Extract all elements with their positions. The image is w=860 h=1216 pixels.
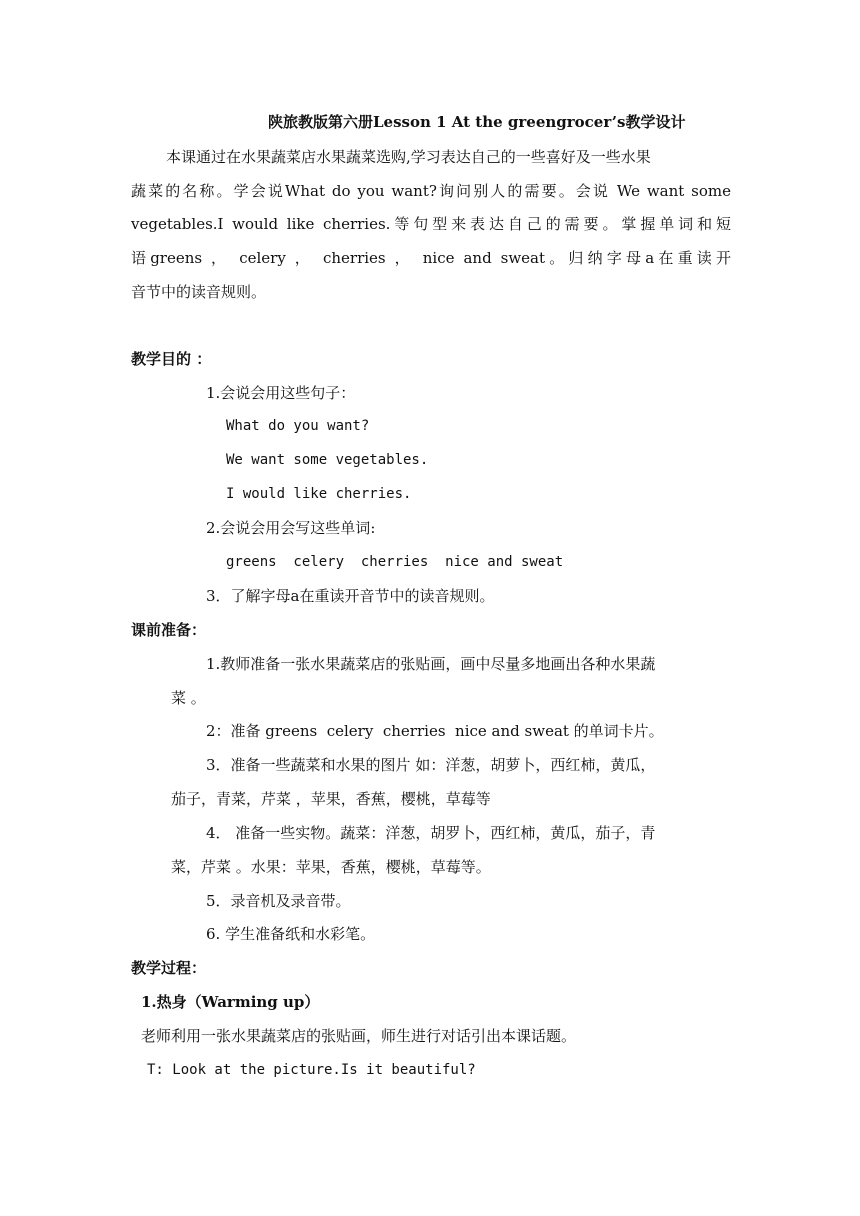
vocabulary-words: greens celery cherries nice and sweat <box>226 554 564 570</box>
sentence-2: We want some vegetables. <box>226 452 429 468</box>
prep-item-3: 3．准备一些蔬菜和水果的图片 如：洋葱，胡萝卜，西红柿，黄瓜， <box>206 756 656 774</box>
step-1-text: 老师利用一张水果蔬菜店的张贴画，师生进行对话引出本课话题。 <box>141 1027 577 1045</box>
objectives-heading: 教学目的 ： <box>131 350 212 368</box>
prep-item-5: 5．录音机及录音带。 <box>206 892 351 910</box>
prep-item-1-cont: 菜 。 <box>171 689 206 707</box>
intro-line-2: 蔬菜的名称。学会说What do you want?询问别人的需要。会说 We want some <box>131 182 731 200</box>
prep-item-3-cont: 茄子，青菜，芹菜 ，苹果，香蕉，樱桃，草莓等 <box>171 790 491 808</box>
prep-item-4-cont: 菜，芹菜 。水果：苹果，香蕉，樱桃，草莓等。 <box>171 858 491 876</box>
process-heading: 教学过程： <box>131 959 207 977</box>
sentence-1: What do you want? <box>226 418 370 434</box>
objective-item-3: 3．了解字母a在重读开音节中的读音规则。 <box>206 587 495 605</box>
objective-item-2: 2.会说会用会写这些单词: <box>206 519 376 537</box>
step-1-heading: 1.热身（Warming up） <box>141 993 320 1011</box>
dialogue-line-1: T: Look at the picture.Is it beautiful? <box>147 1062 476 1078</box>
prep-item-2: 2：准备 greens celery cherries nice and sweat 的单词卡片。 <box>206 722 664 740</box>
prep-item-4: 4． 准备一些实物。蔬菜：洋葱，胡罗卜，西红柿，黄瓜，茄子，青 <box>206 824 656 842</box>
document-title: 陕旅教版第六册Lesson 1 At the greengrocer’s教学设计 <box>268 113 686 131</box>
intro-line-4: 语greens ， celery ， cherries ， nice and sweat。归纳字母a在重读开 <box>131 249 731 267</box>
intro-line-1: 本课通过在水果蔬菜店水果蔬菜选购,学习表达自己的一些喜好及一些水果 <box>166 148 651 166</box>
prep-item-6: 6. 学生准备纸和水彩笔。 <box>206 925 376 943</box>
objective-item-1: 1.会说会用这些句子： <box>206 384 356 402</box>
preparation-heading: 课前准备： <box>131 621 207 639</box>
prep-item-1: 1.教师准备一张水果蔬菜店的张贴画，画中尽量多地画出各种水果蔬 <box>206 655 656 673</box>
sentence-3: I would like cherries. <box>226 486 412 502</box>
intro-line-5: 音节中的读音规则。 <box>131 283 267 301</box>
intro-line-3: vegetables.I would like cherries.等句型来表达自己的需要。掌握单词和短 <box>131 215 731 233</box>
